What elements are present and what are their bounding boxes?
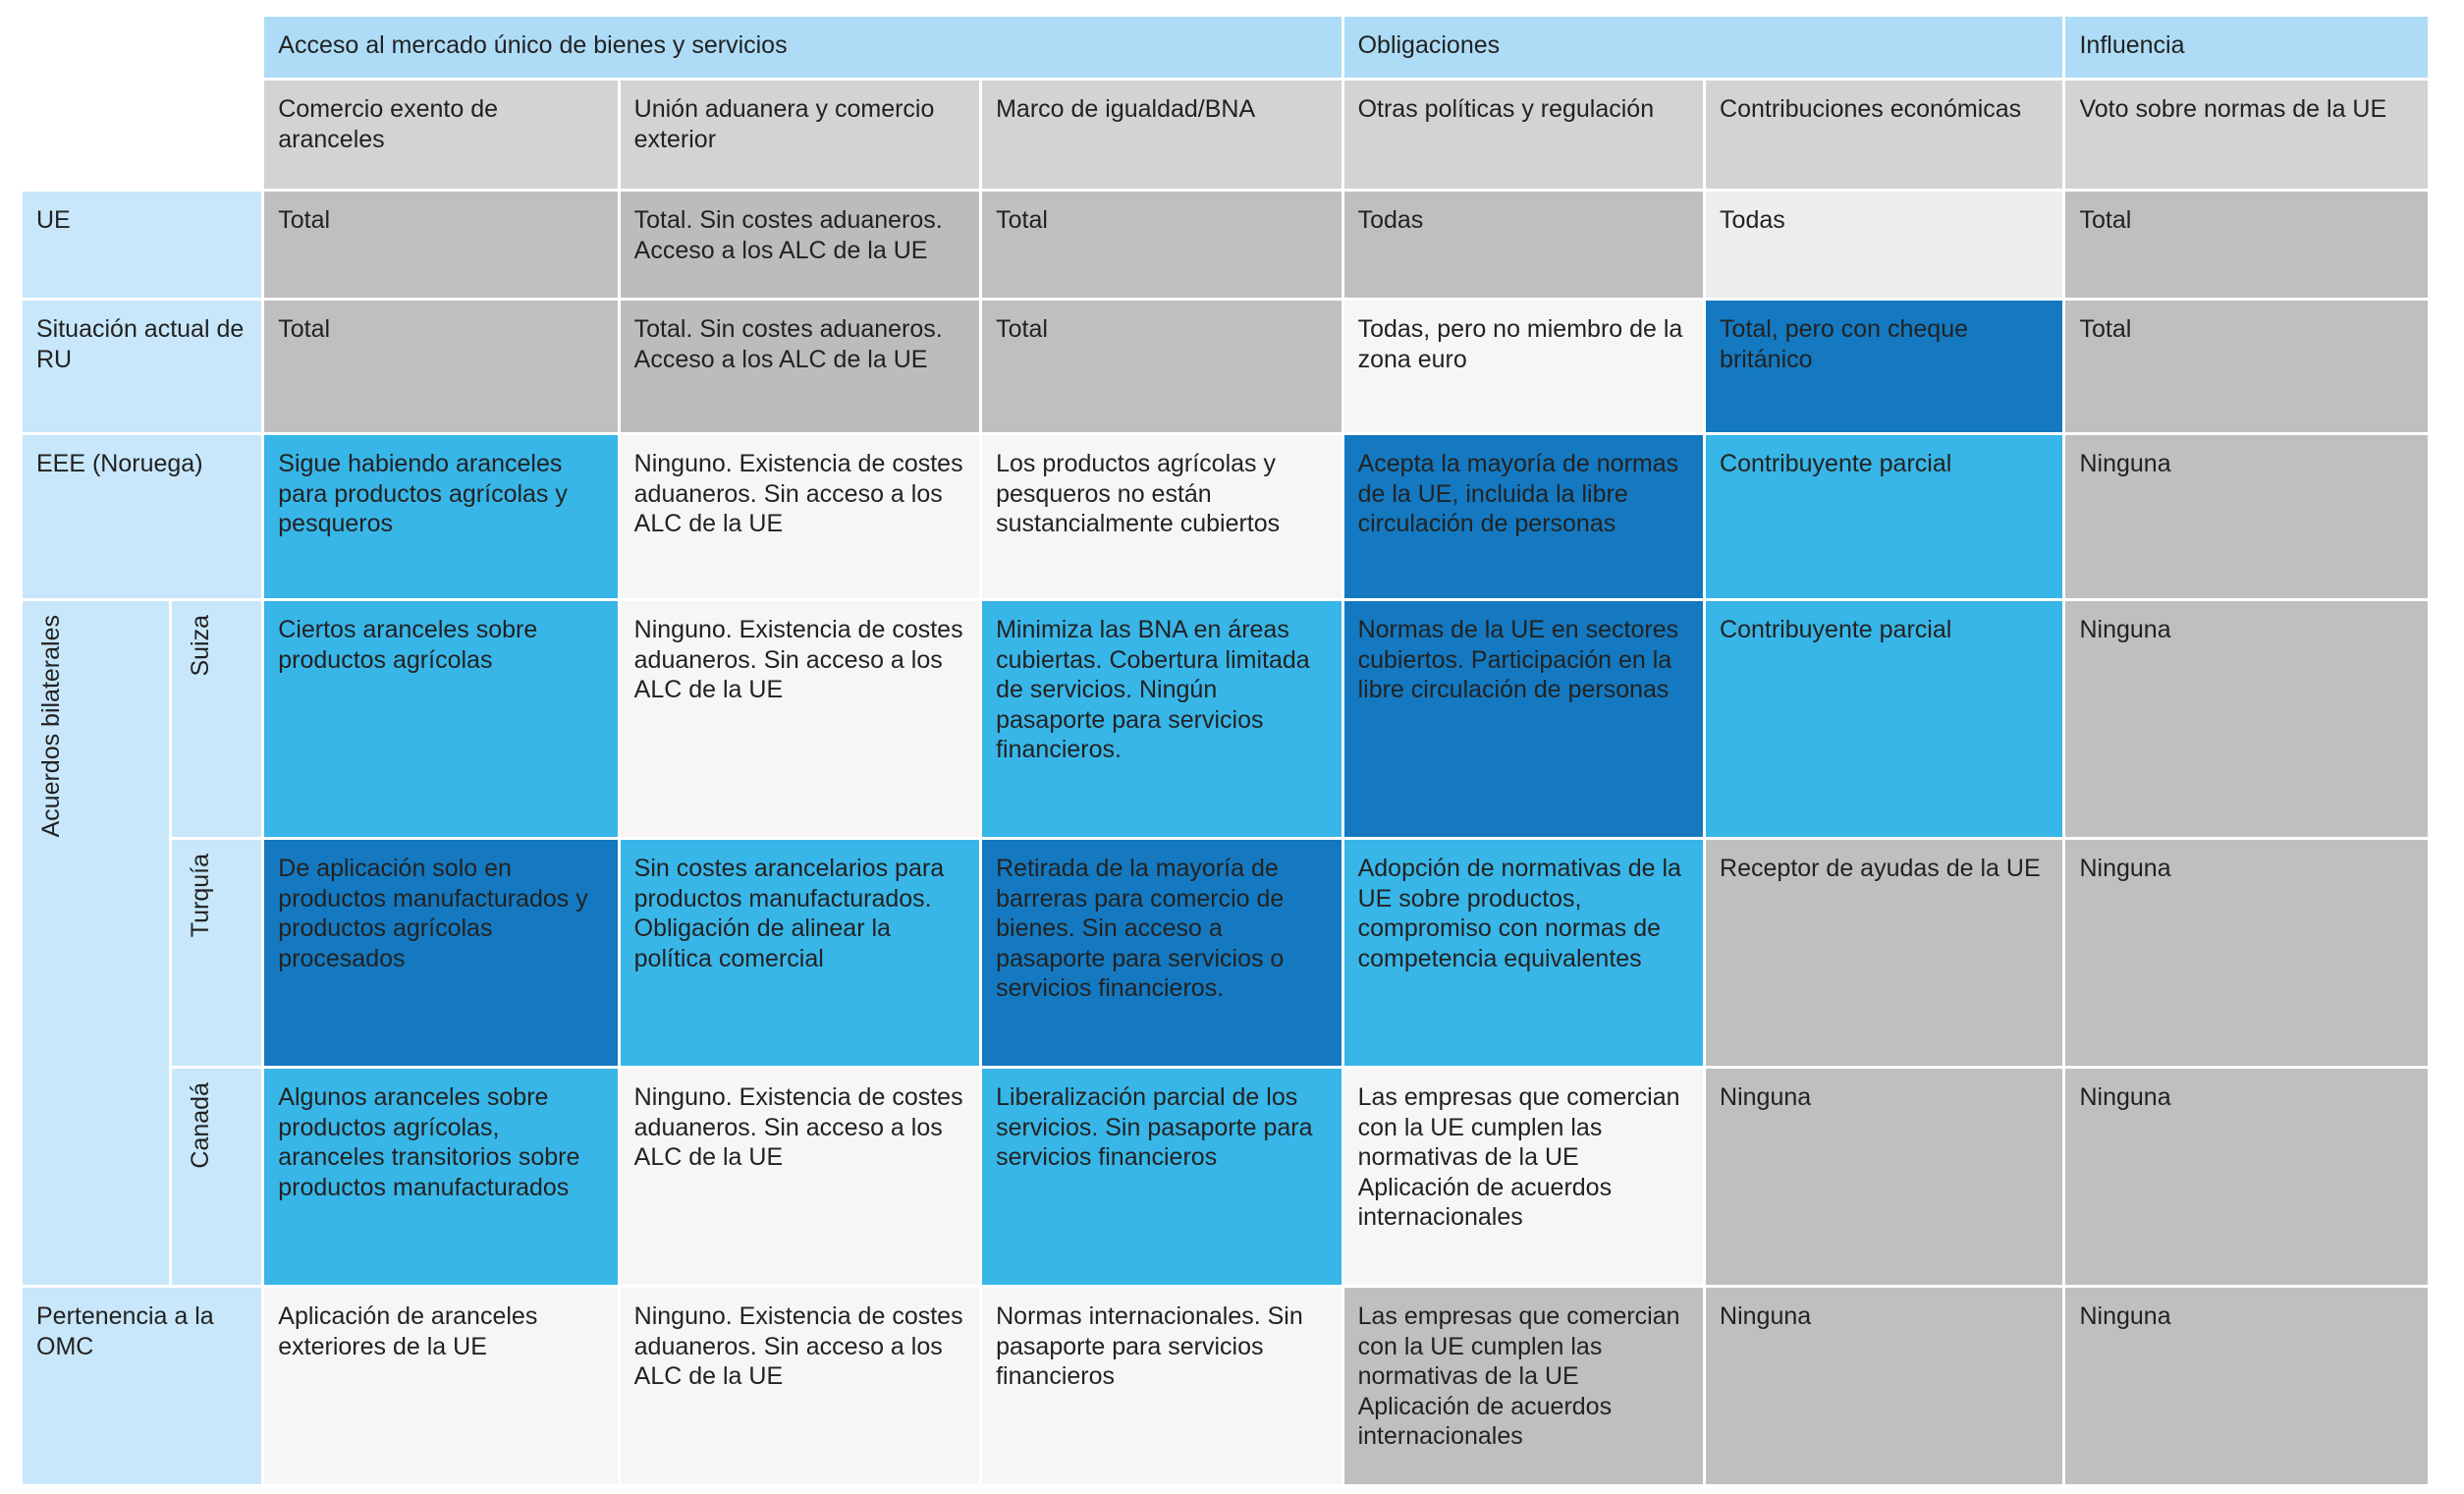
cell: Liberalización parcial de los servicios. Sin pasaporte para servicios financieros <box>982 1069 1341 1285</box>
group-header-influence: Influencia <box>2065 17 2428 78</box>
cell: Total <box>982 301 1341 432</box>
column-header-financial-contributions: Contribuciones económicas <box>1706 81 2062 189</box>
table-row <box>23 840 2428 1066</box>
cell: Total <box>982 192 1341 298</box>
row-header-eea-norway: EEE (Noruega) <box>23 435 261 598</box>
cell: Ciertos aranceles sobre productos agrícolas <box>264 601 617 837</box>
row-group-label: Acuerdos bilaterales <box>37 615 65 838</box>
row-header-uk-current: Situación actual de RU <box>23 301 261 432</box>
cell: Todas, pero no miembro de la zona euro <box>1344 301 1703 432</box>
group-header-market-access: Acceso al mercado único de bienes y servicios <box>264 17 1341 78</box>
cell: Ninguno. Existencia de costes aduaneros. Sin acceso a los ALC de la UE <box>621 1288 979 1484</box>
column-header-vote-on-rules: Voto sobre normas de la UE <box>2065 81 2428 189</box>
cell: Total, pero con cheque británico <box>1706 301 2062 432</box>
row-header-wto-membership: Pertenencia a la OMC <box>23 1288 261 1484</box>
cell: Contribuyente parcial <box>1706 435 2062 598</box>
cell: Minimiza las BNA en áreas cubiertas. Cobertura limitada de servicios. Ningún pasaporte para servicios financieros. <box>982 601 1341 837</box>
table-row <box>23 601 2428 837</box>
cell: Las empresas que comercian con la UE cumplen las normativas de la UE Aplicación de acuerdos internacionales <box>1344 1069 1703 1285</box>
column-header-row <box>23 81 2428 189</box>
cell: De aplicación solo en productos manufacturados y productos agrícolas procesados <box>264 840 617 1066</box>
cell: Normas de la UE en sectores cubiertos. Participación en la libre circulación de personas <box>1344 601 1703 837</box>
cell: Algunos aranceles sobre productos agrícolas, aranceles transitorios sobre productos manufacturados <box>264 1069 617 1285</box>
cell: Ninguna <box>2065 1069 2428 1285</box>
corner-spacer <box>23 17 261 78</box>
column-header-level-playing-field: Marco de igualdad/BNA <box>982 81 1341 189</box>
column-header-customs-union: Unión aduanera y comercio exterior <box>621 81 979 189</box>
cell: Receptor de ayudas de la UE <box>1706 840 2062 1066</box>
cell: Sin costes arancelarios para productos manufacturados. Obligación de alinear la política comercial <box>621 840 979 1066</box>
table-row <box>23 1069 2428 1285</box>
cell: Ninguno. Existencia de costes aduaneros. Sin acceso a los ALC de la UE <box>621 1069 979 1285</box>
cell: Ninguna <box>2065 840 2428 1066</box>
cell: Adopción de normativas de la UE sobre productos, compromiso con normas de competencia equivalentes <box>1344 840 1703 1066</box>
cell: Ninguna <box>1706 1069 2062 1285</box>
cell: Contribuyente parcial <box>1706 601 2062 837</box>
cell: Total. Sin costes aduaneros. Acceso a los ALC de la UE <box>621 301 979 432</box>
cell: Total. Sin costes aduaneros. Acceso a los ALC de la UE <box>621 192 979 298</box>
cell: Acepta la mayoría de normas de la UE, incluida la libre circulación de personas <box>1344 435 1703 598</box>
cell: Total <box>264 301 617 432</box>
group-header-row <box>23 17 2428 78</box>
cell: Ninguna <box>2065 1288 2428 1484</box>
cell: Todas <box>1706 192 2062 298</box>
cell: Las empresas que comercian con la UE cumplen las normativas de la UE Aplicación de acuerdos internacionales <box>1344 1288 1703 1484</box>
cell: Todas <box>1344 192 1703 298</box>
cell: Sigue habiendo aranceles para productos agrícolas y pesqueros <box>264 435 617 598</box>
cell: Total <box>264 192 617 298</box>
table-row <box>23 435 2428 598</box>
column-header-tariff-free-trade: Comercio exento de aranceles <box>264 81 617 189</box>
row-header-label: Turquía <box>187 854 215 938</box>
row-header-canada <box>172 1069 261 1285</box>
cell: Ninguna <box>1706 1288 2062 1484</box>
cell: Aplicación de aranceles exteriores de la UE <box>264 1288 617 1484</box>
cell: Total <box>2065 192 2428 298</box>
column-header-other-policies: Otras políticas y regulación <box>1344 81 1703 189</box>
cell: Retirada de la mayoría de barreras para comercio de bienes. Sin acceso a pasaporte para servicios o servicios financieros. <box>982 840 1341 1066</box>
row-header-label: Suiza <box>187 615 215 677</box>
row-group-header-bilateral-agreements <box>23 601 169 1285</box>
table-row <box>23 192 2428 298</box>
row-header-switzerland <box>172 601 261 837</box>
table-row <box>23 301 2428 432</box>
row-header-label: Canadá <box>187 1082 215 1169</box>
cell: Normas internacionales. Sin pasaporte para servicios financieros <box>982 1288 1341 1484</box>
corner-spacer-2 <box>23 81 261 189</box>
cell: Ninguno. Existencia de costes aduaneros. Sin acceso a los ALC de la UE <box>621 435 979 598</box>
row-header-turkey <box>172 840 261 1066</box>
table-row <box>23 1288 2428 1484</box>
cell: Ninguna <box>2065 435 2428 598</box>
cell: Total <box>2065 301 2428 432</box>
cell: Los productos agrícolas y pesqueros no están sustancialmente cubiertos <box>982 435 1341 598</box>
row-header-eu: UE <box>23 192 261 298</box>
cell: Ninguna <box>2065 601 2428 837</box>
cell: Ninguno. Existencia de costes aduaneros. Sin acceso a los ALC de la UE <box>621 601 979 837</box>
group-header-obligations: Obligaciones <box>1344 17 2063 78</box>
brexit-options-comparison-table <box>20 14 2431 1487</box>
